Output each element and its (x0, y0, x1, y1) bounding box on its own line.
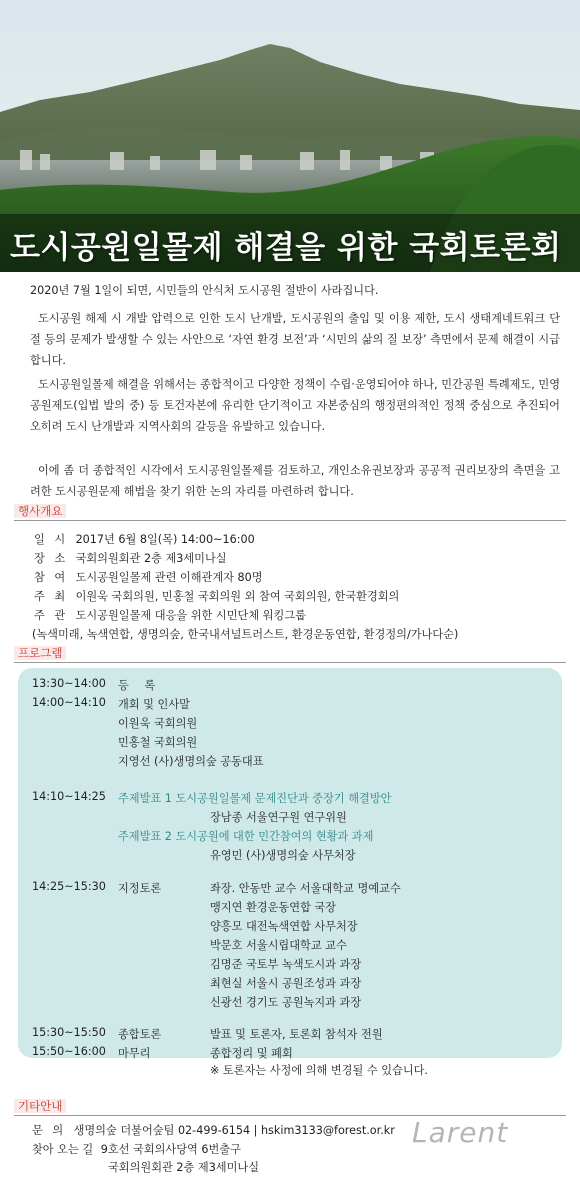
program-time-6: 15:50~16:00 (32, 1045, 106, 1058)
program-time-2: 14:00~14:10 (32, 696, 106, 709)
program-person: 민홍철 국회의원 (118, 736, 198, 749)
program-time-1: 13:30~14:00 (32, 677, 106, 690)
program-talk-2: 주제발표 2 도시공원에 대한 민간참여의 현황과 과제 (118, 830, 374, 843)
overview-orgs: (녹색미래, 녹색연합, 생명의숲, 한국내셔널트러스트, 환경운동연합, 환경정의/가나다순) (32, 628, 459, 641)
route-row: 찾아 오는 길 9호선 국회의사당역 6번출구 (32, 1143, 241, 1156)
overview-organizer: 주 관 도시공원일몰제 대응을 위한 시민단체 워킹그룹 (34, 609, 306, 622)
program-person: 최현실 서울시 공원조성과 과장 (210, 977, 362, 990)
program-person: 양흥모 대전녹색연합 사무처장 (210, 920, 358, 933)
program-heading: 프로그램 (14, 645, 566, 663)
route-row-2: 국회의원회관 2층 제3세미나실 (108, 1161, 260, 1174)
program-time-4: 14:25~15:30 (32, 880, 106, 893)
intro-paragraph-2: 도시공원 해제 시 개발 압력으로 인한 도시 난개발, 도시공원의 출입 및 이용 제한, 도시 생태계네트워크 단절 등의 문제가 발생할 수 있는 사안으로 ‘자연 환경 보전’과 ‘시민의 삶의 질 보장’ 측면에서 문제 해결이 시급합니다. (30, 312, 560, 367)
intro-paragraph-4: 이에 좀 더 종합적인 시각에서 도시공원일몰제를 검토하고, 개인소유권보장과 공공적 권리보장의 측면을 고려한 도시공원문제 해법을 찾기 위한 논의 자리를 마련하려 합니다. (30, 464, 560, 498)
program-title-2: 개회 및 인사말 (118, 698, 190, 711)
program-person: 신광선 경기도 공원녹지과 과장 (210, 996, 362, 1009)
overview-date: 일 시 2017년 6월 8일(목) 14:00~16:00 (34, 533, 255, 546)
page-title: 도시공원일몰제 해결을 위한 국회토론회 (10, 230, 562, 266)
overview-heading: 행사개요 (14, 503, 566, 521)
program-person: 이원욱 국회의원 (118, 717, 198, 730)
program-desc-5: 발표 및 토론자, 토론회 참석자 전원 (210, 1028, 383, 1041)
program-person: 좌장. 안동만 교수 서울대학교 명예교수 (210, 882, 401, 895)
etc-heading: 기타안내 (14, 1098, 566, 1116)
intro-paragraph-1: 2020년 7월 1일이 되면, 시민들의 안식처 도시공원 절반이 사라집니다. (30, 284, 379, 297)
program-desc-6: 종합정리 및 폐회 (210, 1047, 293, 1060)
program-person: 김명준 국토부 녹색도시과 과장 (210, 958, 362, 971)
program-speaker-2: 유영민 (사)생명의숲 사무처장 (210, 849, 356, 862)
program-title-1: 등 록 (118, 679, 162, 692)
intro-paragraph-3: 도시공원일몰제 해결을 위해서는 종합적이고 다양한 정책이 수립·운영되어야 하나, 민간공원 특례제도, 민영공원제도(입법 발의 중) 등 토건자본에 유리한 단기적이고 자본중심의 행정편의적인 정책 중심으로 추진되어 오히려 도시 난개발과 지역사회의 갈등을 유발하고 있습니다. (30, 378, 560, 433)
program-person: 박문호 서울시립대학교 교수 (210, 939, 347, 952)
program-note: ※ 토론자는 사정에 의해 변경될 수 있습니다. (210, 1064, 428, 1077)
program-talk-1: 주제발표 1 도시공원일몰제 문제진단과 중장기 해결방안 (118, 792, 392, 805)
watermark-logo: Larent (412, 1116, 509, 1149)
program-person: 지영선 (사)생명의숲 공동대표 (118, 755, 264, 768)
program-person: 맹지연 환경운동연합 국장 (210, 901, 336, 914)
overview-participants: 참 여 도시공원일몰제 관련 이해관계자 80명 (34, 571, 263, 584)
program-title-5: 종합토론 (118, 1028, 162, 1041)
program-time-5: 15:30~15:50 (32, 1026, 106, 1039)
overview-host: 주 최 이원욱 국회의원, 민홍철 국회의원 외 참여 국회의원, 한국환경회의 (34, 590, 400, 603)
contact-row: 문 의 생명의숲 더불어숲팀 02-499-6154 | hskim3133@forest.or.kr (32, 1124, 395, 1137)
program-speaker-1: 장남종 서울연구원 연구위원 (210, 811, 347, 824)
program-title-4: 지정토론 (118, 882, 162, 895)
overview-place: 장 소 국회의원회관 2층 제3세미나실 (34, 552, 227, 565)
program-title-6: 마무리 (118, 1047, 151, 1060)
program-time-3: 14:10~14:25 (32, 790, 106, 803)
